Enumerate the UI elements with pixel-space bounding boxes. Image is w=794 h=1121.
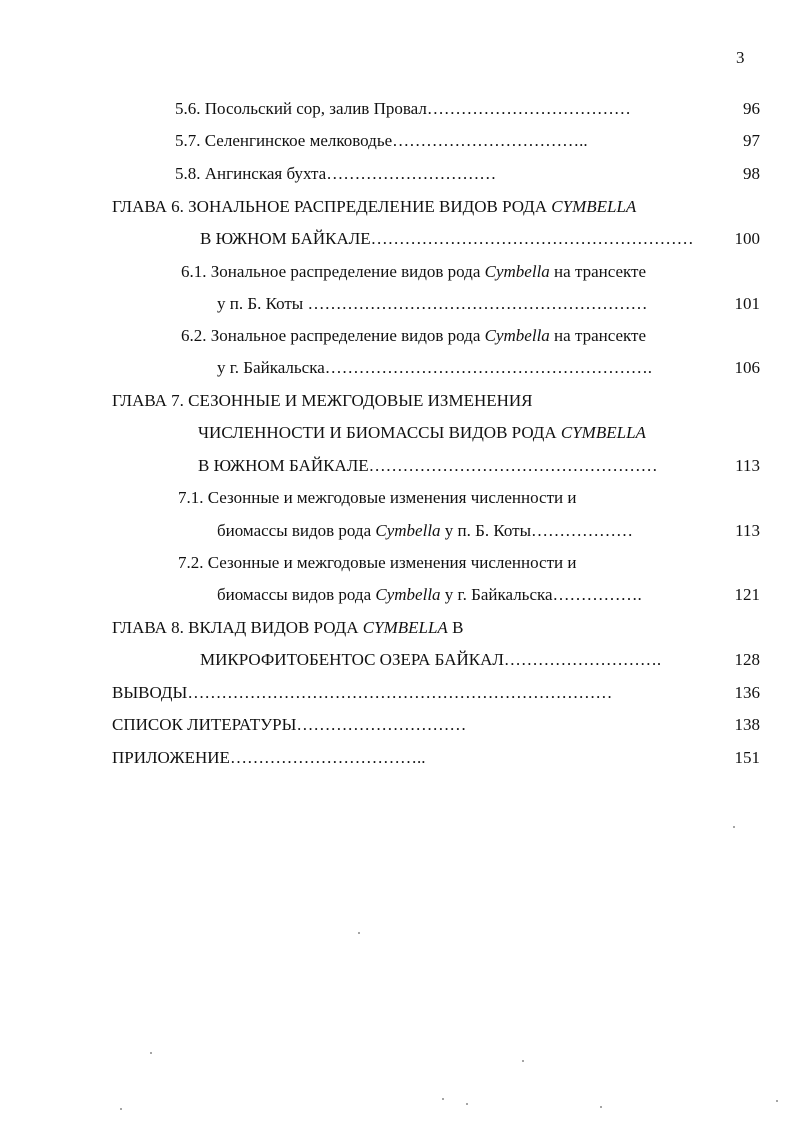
toc-genus: Cymbella bbox=[484, 326, 550, 345]
toc-entry-7-1: 7.1. Сезонные и межгодовые изменения численности и bbox=[178, 488, 577, 507]
toc-chapter-8-cont: МИКРОФИТОБЕНТОС ОЗЕРА БАЙКАЛ………………………. bbox=[200, 650, 662, 669]
scan-speck bbox=[522, 1060, 524, 1062]
toc-page-appendix: 151 bbox=[734, 748, 760, 767]
toc-genus: CYMBELLA bbox=[362, 618, 448, 637]
toc-entry-6-1 bbox=[181, 262, 646, 282]
page-number: 3 bbox=[736, 48, 745, 67]
toc-entry-6-2 bbox=[181, 326, 646, 346]
toc-entry-5-8: 5.8. Ангинская бухта………………………… bbox=[175, 164, 497, 183]
toc-text: ГЛАВА 6. ЗОНАЛЬНОЕ РАСПРЕДЕЛЕНИЕ ВИДОВ РОДА bbox=[112, 197, 552, 216]
toc-genus: Cymbella bbox=[484, 262, 550, 281]
scan-speck bbox=[120, 1108, 122, 1110]
toc-page-7-2: 121 bbox=[734, 585, 760, 604]
toc-page-6-1: 101 bbox=[734, 294, 760, 313]
toc-genus: Cymbella bbox=[375, 585, 441, 604]
toc-entry-6-1-cont: у п. Б. Коты …………………………………………………… bbox=[217, 294, 648, 313]
toc-entry-6-2-cont: у г. Байкальска…………………………………………………. bbox=[217, 358, 652, 377]
toc-entry-7-2: 7.2. Сезонные и межгодовые изменения численности и bbox=[178, 553, 577, 572]
toc-conclusions: ВЫВОДЫ………………………………………………………………… bbox=[112, 683, 613, 702]
scan-speck bbox=[466, 1103, 468, 1105]
scan-speck bbox=[150, 1052, 152, 1054]
toc-page-7-1: 113 bbox=[735, 521, 760, 540]
toc-text: ЧИСЛЕННОСТИ И БИОМАССЫ ВИДОВ РОДА bbox=[198, 423, 561, 442]
toc-references: СПИСОК ЛИТЕРАТУРЫ………………………… bbox=[112, 715, 467, 734]
toc-appendix: ПРИЛОЖЕНИЕ…………………………….. bbox=[112, 748, 426, 767]
toc-genus: CYMBELLA bbox=[551, 197, 637, 216]
toc-chapter-7-cont bbox=[198, 423, 646, 443]
toc-genus: CYMBELLA bbox=[560, 423, 646, 442]
toc-page-ch6: 100 bbox=[734, 229, 760, 248]
toc-entry-5-7: 5.7. Селенгинское мелководье…………………………….. bbox=[175, 131, 588, 150]
toc-text: В bbox=[447, 618, 464, 637]
toc-genus: Cymbella bbox=[375, 521, 441, 540]
toc-page-conclusions: 136 bbox=[734, 683, 760, 702]
scan-speck bbox=[733, 826, 735, 828]
toc-entry-7-1-cont bbox=[217, 521, 633, 541]
toc-chapter-8-title bbox=[112, 618, 463, 638]
toc-page-5-8: 98 bbox=[743, 164, 760, 183]
toc-text: биомассы видов рода bbox=[217, 521, 376, 540]
toc-text: на трансекте bbox=[549, 262, 647, 281]
toc-entry-7-2-cont bbox=[217, 585, 642, 605]
scan-speck bbox=[776, 1100, 778, 1102]
toc-chapter-7-title: ГЛАВА 7. СЕЗОННЫЕ И МЕЖГОДОВЫЕ ИЗМЕНЕНИЯ bbox=[112, 391, 533, 410]
scan-speck bbox=[358, 932, 360, 934]
toc-page-6-2: 106 bbox=[734, 358, 760, 377]
toc-chapter-6-cont: В ЮЖНОМ БАЙКАЛЕ………………………………………………… bbox=[200, 229, 694, 248]
scan-speck bbox=[600, 1106, 602, 1108]
toc-text: у г. Байкальска……………. bbox=[440, 585, 642, 604]
toc-page-5-6: 96 bbox=[743, 99, 760, 118]
toc-chapter-6-title bbox=[112, 197, 636, 217]
toc-text: ГЛАВА 8. ВКЛАД ВИДОВ РОДА bbox=[112, 618, 363, 637]
toc-chapter-7-cont2: В ЮЖНОМ БАЙКАЛЕ…………………………………………… bbox=[198, 456, 658, 475]
scan-speck bbox=[442, 1098, 444, 1100]
toc-entry-5-6: 5.6. Посольский сор, залив Провал……………………………… bbox=[175, 99, 631, 118]
toc-text: биомассы видов рода bbox=[217, 585, 376, 604]
toc-text: на трансекте bbox=[549, 326, 647, 345]
toc-page-5-7: 97 bbox=[743, 131, 760, 150]
toc-page-ch8: 128 bbox=[734, 650, 760, 669]
toc-text: у п. Б. Коты……………… bbox=[440, 521, 634, 540]
toc-page-ch7: 113 bbox=[735, 456, 760, 475]
toc-text: 6.1. Зональное распределение видов рода bbox=[181, 262, 485, 281]
toc-page-references: 138 bbox=[734, 715, 760, 734]
toc-text: 6.2. Зональное распределение видов рода bbox=[181, 326, 485, 345]
